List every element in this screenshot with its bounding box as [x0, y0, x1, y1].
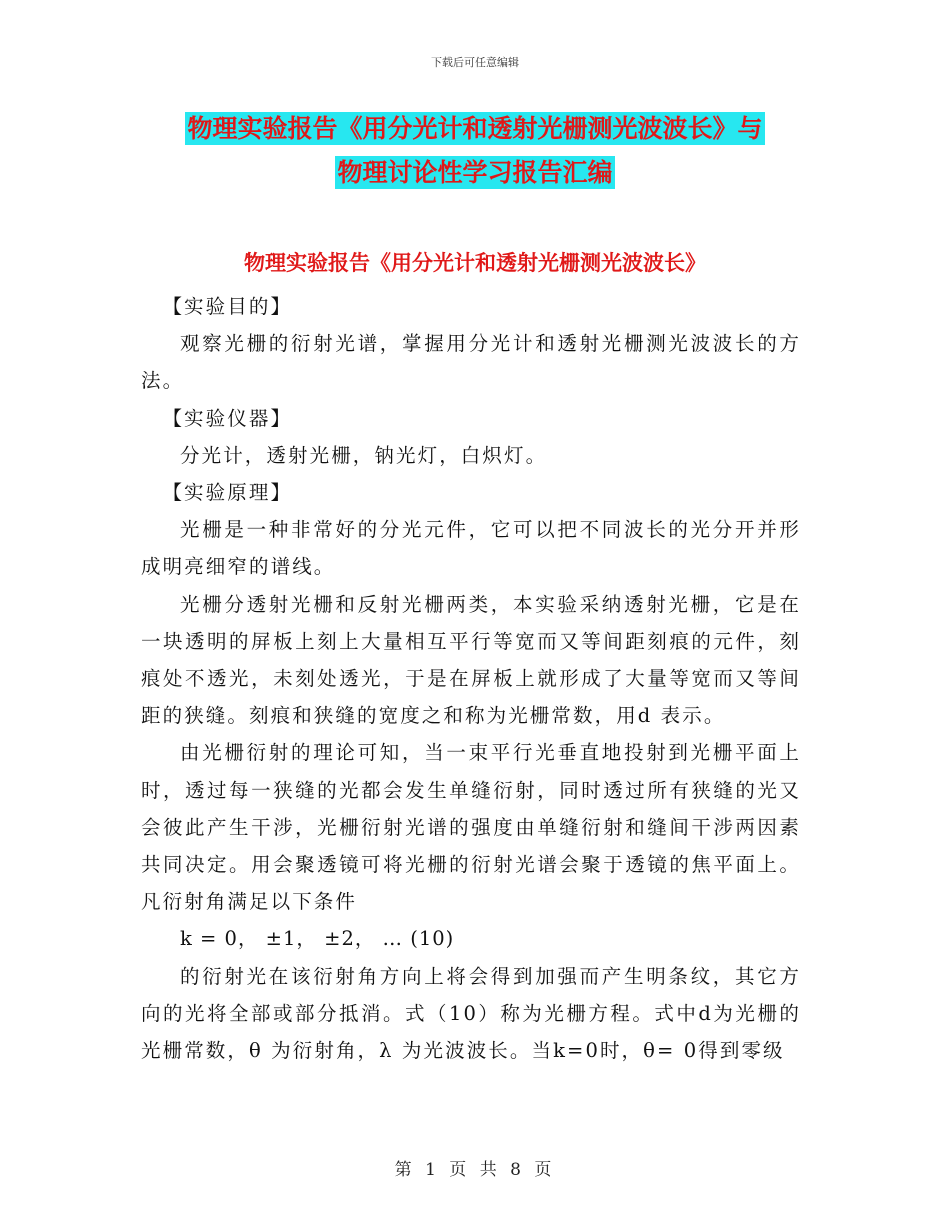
paragraph-purpose: 观察光栅的衍射光谱，掌握用分光计和透射光栅测光波波长的方法。: [141, 332, 801, 393]
grating-equation: k = 0， ±1， ±2， … (10): [180, 927, 455, 951]
paragraph-principle-1: 光栅是一种非常好的分光元件，它可以把不同波长的光分开并形成明亮细窄的谱线。: [141, 518, 801, 579]
heading-purpose: 【实验目的】: [162, 295, 293, 318]
section-title: 物理实验报告《用分光计和透射光栅测光波波长》: [244, 250, 706, 275]
paragraph-equipment: 分光计，透射光栅，钠光灯，白炽灯。: [180, 443, 548, 467]
title-highlight: 物理实验报告《用分光计和透射光栅测光波波长》与: [187, 114, 763, 143]
paragraph-principle-4: 的衍射光在该衍射角方向上将会得到加强而产生明条纹，其它方向的光将全部或部分抵消。式（10）称为光栅方程。式中d为光栅的光栅常数，θ 为衍射角，λ 为光波波长。当k=0时，θ= 0得到零级: [141, 964, 801, 1063]
document-body: [141, 288, 801, 1069]
document-title-line-2: [0, 156, 950, 190]
heading-equipment: 【实验仪器】: [162, 406, 293, 430]
page-number: 第 1 页 共 8 页: [394, 1160, 556, 1180]
paragraph-principle-3: 由光栅衍射的理论可知，当一束平行光垂直地投射到光栅平面上时，透过每一狭缝的光都会发生单缝衍射，同时透过所有狭缝的光又会彼此产生干涉，光栅衍射光谱的强度由单缝衍射和缝间干涉两因素共同决定。用会聚透镜可将光栅的衍射光谱会聚于透镜的焦平面上。凡衍射角满足以下条件: [141, 741, 801, 914]
page-header: 下载后可任意编辑: [431, 56, 519, 69]
heading-principle: 【实验原理】: [162, 481, 293, 505]
title-highlight: 物理讨论性学习报告汇编: [337, 158, 613, 187]
document-title-line-1: [0, 112, 950, 146]
paragraph-principle-2: 光栅分透射光栅和反射光栅两类，本实验采纳透射光栅，它是在一块透明的屏板上刻上大量相互平行等宽而又等间距刻痕的元件，刻痕处不透光，未刻处透光，于是在屏板上就形成了大量等宽而又等间距的狭缝。刻痕和狭缝的宽度之和称为光栅常数，用d 表示。: [141, 592, 801, 728]
